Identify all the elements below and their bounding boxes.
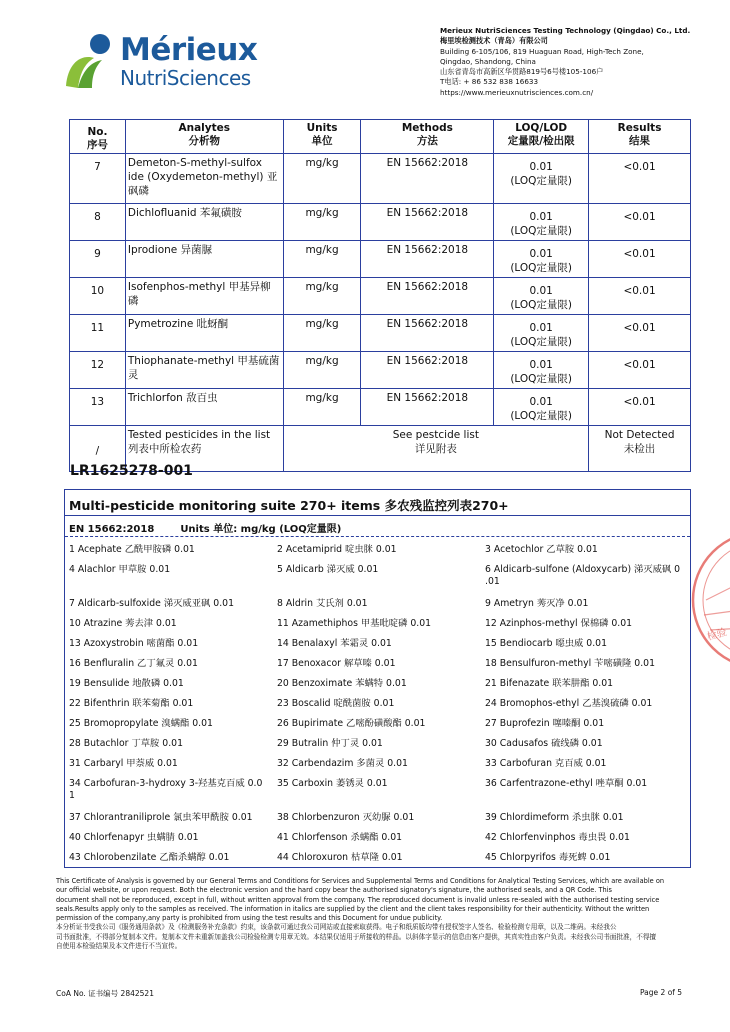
pesticide-item: 3 Acetochlor 乙草胺 0.01 bbox=[485, 544, 598, 555]
svg-text:检验: 检验 bbox=[705, 627, 729, 643]
cell-analyte: Pymetrozine 吡蚜酮 bbox=[125, 315, 283, 352]
footer-line: 本分析证书受我公司《服务通用条款》及《检测服务补充条款》约束，该条款可通过我公司网站或直接索取获得。电子和纸质版均带有授权签字人签名、检验检测专用章，以及二维码。未经我公 bbox=[56, 923, 617, 932]
table-row bbox=[70, 241, 691, 278]
cell-unit: mg/kg bbox=[283, 278, 361, 315]
pesticide-item: 15 Bendiocarb 噁虫威 0.01 bbox=[485, 638, 607, 649]
company-info bbox=[440, 26, 725, 98]
company-tel: T电话: + 86 532 838 16633 bbox=[440, 77, 539, 87]
cell-unit: mg/kg bbox=[283, 389, 361, 426]
cell-analyte: Dichlofluanid 苯氟磺胺 bbox=[125, 204, 283, 241]
results-table bbox=[69, 119, 691, 472]
table-row bbox=[70, 204, 691, 241]
cell-method: EN 15662:2018 bbox=[361, 389, 494, 426]
cell-method: EN 15662:2018 bbox=[361, 241, 494, 278]
pesticide-item: 25 Bromopropylate 溴螨酯 0.01 bbox=[69, 718, 213, 729]
cell-result: <0.01 bbox=[589, 278, 691, 315]
legal-footer bbox=[56, 877, 708, 951]
grid-row bbox=[69, 638, 687, 658]
pesticide-item: 7 Aldicarb-sulfoxide 涕灭威亚砜 0.01 bbox=[69, 598, 234, 609]
cell-method: EN 15662:2018 bbox=[361, 352, 494, 389]
cell-analyte: Isofenphos-methyl 甲基异柳磷 bbox=[125, 278, 283, 315]
logo-word-merieux: Mérieux bbox=[120, 32, 258, 68]
table-row bbox=[70, 389, 691, 426]
grid-row bbox=[69, 658, 687, 678]
cell-analyte: Tested pesticides in the list 列表中所检农药 bbox=[125, 426, 283, 472]
cell-no: 9 bbox=[70, 241, 126, 278]
pesticide-item: 10 Atrazine 莠去津 0.01 bbox=[69, 618, 177, 629]
company-address-cn: 山东省青岛市高新区华贯路819号6号楼105-106户 bbox=[440, 67, 604, 77]
pesticide-item: 37 Chlorantraniliprole 氯虫苯甲酰胺 0.01 bbox=[69, 812, 253, 823]
footer-line: 司书面批准，不得部分复制本文件。复制本文件未重新加盖我公司检验检测专用章无效。本结果仅适用于所接收的样品。以斜体字显示的信息由客户提供，其真实性由客户负责。未经我公司书面批准，不得擅 bbox=[56, 932, 657, 941]
pesticide-item: 30 Cadusafos 硫线磷 0.01 bbox=[485, 738, 603, 749]
company-name: Merieux NutriSciences Testing Technology (Qingdao) Co., Ltd. bbox=[440, 26, 691, 35]
cell-result: Not Detected 未检出 bbox=[589, 426, 691, 472]
pesticide-item: 18 Bensulfuron-methyl 苄嘧磺隆 0.01 bbox=[485, 658, 656, 669]
pesticide-item: 16 Benfluralin 乙丁氟灵 0.01 bbox=[69, 658, 198, 669]
cell-loq: 0.01 (LOQ定量限) bbox=[494, 389, 589, 426]
divider bbox=[65, 515, 690, 516]
pesticide-item: 2 Acetamiprid 啶虫脒 0.01 bbox=[277, 544, 397, 555]
cell-unit: mg/kg bbox=[283, 154, 361, 204]
pesticide-item: 41 Chlorfenson 杀螨酯 0.01 bbox=[277, 832, 403, 843]
grid-row bbox=[69, 812, 687, 832]
pesticide-item: 28 Butachlor 丁草胺 0.01 bbox=[69, 738, 183, 749]
header-methods: Methods 方法 bbox=[361, 120, 494, 154]
footer-line: our official website, or upon request. Both the electronic version and the hard copy bear the authorised signatory's signature, the authorised seals, and a QR Code. This bbox=[56, 886, 612, 895]
cell-loq: 0.01 (LOQ定量限) bbox=[494, 241, 589, 278]
cell-result: <0.01 bbox=[589, 389, 691, 426]
cell-unit: mg/kg bbox=[283, 241, 361, 278]
pesticide-item: 26 Bupirimate 乙嘧酚磺酸酯 0.01 bbox=[277, 718, 426, 729]
lab-report-number: LR1625278-001 bbox=[70, 463, 193, 479]
pesticide-item: 36 Carfentrazone-ethyl 唑草酮 0.01 bbox=[485, 778, 648, 789]
pesticide-item: 14 Benalaxyl 苯霜灵 0.01 bbox=[277, 638, 392, 649]
cell-unit: mg/kg bbox=[283, 352, 361, 389]
company-name-cn: 梅里埃检测技术（青岛）有限公司 bbox=[440, 36, 548, 46]
pesticide-item: 21 Bifenazate 联苯肼酯 0.01 bbox=[485, 678, 614, 689]
table-row bbox=[70, 352, 691, 389]
pesticide-item: 23 Boscalid 啶酰菌胺 0.01 bbox=[277, 698, 395, 709]
pesticide-item: 6 Aldicarb-sulfone (Aldoxycarb) 涕灭威砜 0 .01 bbox=[485, 564, 681, 587]
cell-loq: 0.01 (LOQ定量限) bbox=[494, 204, 589, 241]
pesticide-item: 42 Chlorfenvinphos 毒虫畏 0.01 bbox=[485, 832, 630, 843]
grid-row bbox=[69, 564, 687, 598]
cell-no: / bbox=[70, 426, 126, 472]
cell-no: 10 bbox=[70, 278, 126, 315]
cell-loq: 0.01 (LOQ定量限) bbox=[494, 315, 589, 352]
grid-row bbox=[69, 852, 687, 872]
suite-title: Multi-pesticide monitoring suite 270+ items 多农残监控列表270+ bbox=[69, 498, 509, 513]
pesticide-item: 9 Ametryn 莠灭净 0.01 bbox=[485, 598, 589, 609]
grid-row bbox=[69, 758, 687, 778]
pesticide-item: 17 Benoxacor 解草嗪 0.01 bbox=[277, 658, 396, 669]
company-url: https://www.merieuxnutrisciences.com.cn/ bbox=[440, 87, 594, 97]
cell-result: <0.01 bbox=[589, 154, 691, 204]
pesticide-item: 8 Aldrin 艾氏剂 0.01 bbox=[277, 598, 368, 609]
pesticide-item: 40 Chlorfenapyr 虫螨腈 0.01 bbox=[69, 832, 199, 843]
cell-analyte: Thiophanate-methyl 甲基硫菌灵 bbox=[125, 352, 283, 389]
company-address-2: Qingdao, Shandong, China bbox=[440, 56, 536, 66]
pesticide-item: 5 Aldicarb 涕灭威 0.01 bbox=[277, 564, 379, 575]
page-number: Page 2 of 5 bbox=[640, 988, 683, 997]
header-units: Units 单位 bbox=[283, 120, 361, 154]
official-seal-stamp bbox=[686, 520, 730, 680]
header-results: Results 结果 bbox=[589, 120, 691, 154]
company-address-1: Building 6-105/106, 819 Huaguan Road, High-Tech Zone, bbox=[440, 46, 644, 56]
header-analytes: Analytes 分析物 bbox=[125, 120, 283, 154]
pesticide-suite-box bbox=[64, 489, 691, 868]
header-no: No. 序号 bbox=[70, 120, 126, 154]
grid-row bbox=[69, 832, 687, 852]
pesticide-item: 22 Bifenthrin 联苯菊酯 0.01 bbox=[69, 698, 194, 709]
pesticide-item: 11 Azamethiphos 甲基吡啶磷 0.01 bbox=[277, 618, 432, 629]
footer-line: permission of the company,any party is prohibited from using the test results and this Document for undue publicity. bbox=[56, 914, 443, 923]
logo-mark-icon bbox=[64, 32, 114, 90]
table-header-row bbox=[70, 120, 691, 154]
footer-line: seals.Results apply only to the samples as received. The information in italics are supplied by the client and the client takes responsibility for their authenticity. Without the written bbox=[56, 904, 650, 913]
grid-row bbox=[69, 618, 687, 638]
pesticide-grid bbox=[69, 544, 687, 872]
cell-result: <0.01 bbox=[589, 204, 691, 241]
suite-method: EN 15662:2018 bbox=[69, 524, 155, 535]
cell-no: 11 bbox=[70, 315, 126, 352]
company-logo bbox=[64, 26, 258, 96]
pesticide-item: 33 Carbofuran 克百威 0.01 bbox=[485, 758, 607, 769]
footer-line: This Certificate of Analysis is governed by our General Terms and Conditions for Services and Supplemental Terms and Conditions for Analytical Testing Services, which are available on bbox=[56, 877, 665, 885]
grid-row bbox=[69, 544, 687, 564]
pesticide-item: 34 Carbofuran-3-hydroxy 3-羟基克百威 0.0 1 bbox=[69, 778, 263, 801]
pesticide-item: 38 Chlorbenzuron 灭幼脲 0.01 bbox=[277, 812, 415, 823]
cell-result: <0.01 bbox=[589, 315, 691, 352]
pesticide-item: 32 Carbendazim 多菌灵 0.01 bbox=[277, 758, 408, 769]
cell-no: 7 bbox=[70, 154, 126, 204]
grid-row bbox=[69, 678, 687, 698]
footer-line: document shall not be reproduced, except in full, without written approval from the company. The reproduced document is invalid unless re-sealed with the authorised testing service bbox=[56, 895, 660, 904]
certificate-number: CoA No. 证书编号 2842521 bbox=[56, 989, 154, 998]
grid-row bbox=[69, 738, 687, 758]
table-row bbox=[70, 154, 691, 204]
grid-row bbox=[69, 778, 687, 812]
cell-analyte: Iprodione 异菌脲 bbox=[125, 241, 283, 278]
pesticide-item: 1 Acephate 乙酰甲胺磷 0.01 bbox=[69, 544, 195, 555]
cell-loq: 0.01 (LOQ定量限) bbox=[494, 352, 589, 389]
suite-units: Units 单位: mg/kg (LOQ定量限) bbox=[180, 524, 342, 535]
pesticide-item: 20 Benzoximate 苯螨特 0.01 bbox=[277, 678, 407, 689]
grid-row bbox=[69, 598, 687, 618]
cell-analyte: Demeton-S-methyl-sulfox ide (Oxydemeton-methyl) 亚砜磷 bbox=[125, 154, 283, 204]
cell-method: EN 15662:2018 bbox=[361, 278, 494, 315]
cell-no: 8 bbox=[70, 204, 126, 241]
pesticide-item: 35 Carboxin 萎锈灵 0.01 bbox=[277, 778, 388, 789]
cell-analyte: Trichlorfon 敌百虫 bbox=[125, 389, 283, 426]
cell-unit: mg/kg bbox=[283, 315, 361, 352]
pesticide-item: 13 Azoxystrobin 嘧菌酯 0.01 bbox=[69, 638, 199, 649]
dashed-divider bbox=[65, 536, 690, 537]
pesticide-item: 39 Chlordimeform 杀虫脒 0.01 bbox=[485, 812, 624, 823]
pesticide-item: 4 Alachlor 甲草胺 0.01 bbox=[69, 564, 171, 575]
pesticide-item: 31 Carbaryl 甲萘威 0.01 bbox=[69, 758, 178, 769]
footer-line: 自使用本检验结果及本文件进行不当宣传。 bbox=[56, 942, 182, 951]
logo-word-nutrisciences: NutriSciences bbox=[120, 66, 251, 90]
pesticide-item: 24 Bromophos-ethyl 乙基溴硫磷 0.01 bbox=[485, 698, 653, 709]
cell-loq: 0.01 (LOQ定量限) bbox=[494, 278, 589, 315]
cell-unit: mg/kg bbox=[283, 204, 361, 241]
grid-row bbox=[69, 698, 687, 718]
cell-no: 13 bbox=[70, 389, 126, 426]
cell-result: <0.01 bbox=[589, 352, 691, 389]
pesticide-item: 29 Butralin 仲丁灵 0.01 bbox=[277, 738, 383, 749]
header-loq: LOQ/LOD 定量限/检出限 bbox=[494, 120, 589, 154]
pesticide-item: 43 Chlorobenzilate 乙酯杀螨醇 0.01 bbox=[69, 852, 230, 863]
cell-no: 12 bbox=[70, 352, 126, 389]
table-row bbox=[70, 315, 691, 352]
pesticide-item: 44 Chloroxuron 枯草隆 0.01 bbox=[277, 852, 403, 863]
grid-row bbox=[69, 718, 687, 738]
table-row bbox=[70, 278, 691, 315]
cell-method: EN 15662:2018 bbox=[361, 204, 494, 241]
pesticide-item: 45 Chlorpyrifos 毒死蜱 0.01 bbox=[485, 852, 611, 863]
pesticide-item: 19 Bensulide 地散磷 0.01 bbox=[69, 678, 184, 689]
cell-result: <0.01 bbox=[589, 241, 691, 278]
suite-subheader bbox=[69, 520, 367, 535]
cell-loq: 0.01 (LOQ定量限) bbox=[494, 154, 589, 204]
pesticide-item: 12 Azinphos-methyl 保棉磷 0.01 bbox=[485, 618, 633, 629]
cell-method: See pestcide list 详见附表 bbox=[283, 426, 589, 472]
cell-method: EN 15662:2018 bbox=[361, 154, 494, 204]
cell-method: EN 15662:2018 bbox=[361, 315, 494, 352]
pesticide-item: 27 Buprofezin 噻嗪酮 0.01 bbox=[485, 718, 605, 729]
